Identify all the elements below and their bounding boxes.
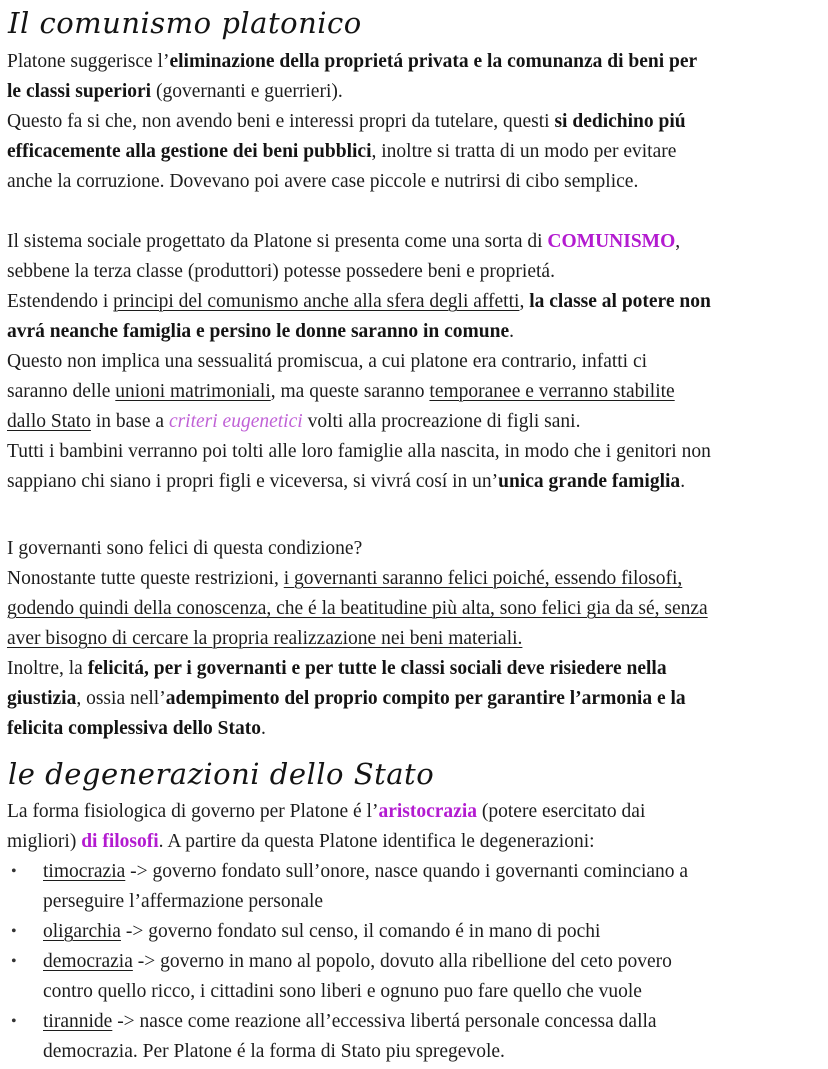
text: -> governo in mano al popolo, dovuto alla ribellione del ceto povero xyxy=(132,951,672,972)
text-line xyxy=(7,47,697,77)
list-term: democrazia xyxy=(43,951,133,972)
text: . xyxy=(261,718,266,739)
text: sappiano chi siano i propri figli e viceversa, si vivrá cosí in un’ xyxy=(7,471,499,492)
list-item-continuation: democrazia. Per Platone é la forma di Stato piu spregevole. xyxy=(43,1041,505,1062)
bold-text: efficacemente alla gestione dei beni pubblici xyxy=(7,141,372,162)
text: Nonostante tutte queste restrizioni, xyxy=(7,568,284,589)
underlined-text: unioni matrimoniali xyxy=(115,381,271,402)
highlight-text: criteri eugenetici xyxy=(168,411,303,432)
text-line: aver bisogno di cercare la propria realizzazione nei beni materiali. xyxy=(7,628,523,649)
text: , xyxy=(519,291,530,312)
text-line: godendo quindi della conoscenza, che é la beatitudine più alta, sono felici gia da sé, senza xyxy=(7,598,708,619)
bullet-icon: • xyxy=(11,923,17,940)
text-line xyxy=(7,797,645,827)
list-term: timocrazia xyxy=(43,861,126,882)
underlined-text: dallo Stato xyxy=(7,411,91,432)
text-line xyxy=(7,654,667,684)
text-line xyxy=(7,564,682,594)
text: . xyxy=(680,471,686,492)
underlined-text: principi del comunismo anche alla sfera degli affetti xyxy=(113,291,520,312)
text: saranno delle xyxy=(7,381,116,402)
text: , ossia nell’ xyxy=(76,688,166,709)
text-line xyxy=(7,377,675,407)
bullet-icon: • xyxy=(11,863,17,880)
highlight-text: COMUNISMO xyxy=(547,231,676,252)
highlight-text: aristocrazia xyxy=(378,801,478,822)
text-line: Questo non implica una sessualitá promiscua, a cui platone era contrario, infatti ci xyxy=(7,351,648,372)
bold-text: eliminazione della proprietá privata e la comunanza di beni per xyxy=(169,51,698,72)
text-line xyxy=(7,714,266,744)
list-item xyxy=(43,947,672,977)
text-line xyxy=(7,827,595,857)
list-item xyxy=(43,917,600,947)
text: Inoltre, la xyxy=(7,658,88,679)
section-title: le degenerazioni dello Stato xyxy=(8,757,435,791)
text: . xyxy=(509,321,515,342)
text: -> governo fondato sull’onore, nasce quando i governanti cominciano a xyxy=(125,861,689,882)
bold-text: felicita complessiva dello Stato xyxy=(7,718,262,739)
text: . A partire da questa Platone identifica le degenerazioni: xyxy=(158,831,595,852)
text-line xyxy=(7,287,711,317)
bold-text: avrá neanche famiglia e persino le donne saranno in comune xyxy=(7,321,510,342)
bold-text: la classe al potere non xyxy=(529,291,711,312)
text: (governanti e guerrieri). xyxy=(151,81,343,102)
text-line xyxy=(7,407,580,437)
bold-text: le classi superiori xyxy=(7,81,152,102)
bold-text: si dedichino piú xyxy=(554,111,686,132)
text-line xyxy=(7,684,686,714)
list-term: tirannide xyxy=(43,1011,113,1032)
text-line: I governanti sono felici di questa condizione? xyxy=(7,538,363,559)
text: Estendendo i xyxy=(7,291,114,312)
bullet-icon: • xyxy=(11,953,17,970)
bold-text: adempimento del proprio compito per garantire l’armonia e la xyxy=(165,688,686,709)
text-line xyxy=(7,107,686,137)
text: , xyxy=(675,231,681,252)
bold-text: unica grande famiglia xyxy=(498,471,681,492)
text: (potere esercitato dai xyxy=(477,801,646,822)
list-item xyxy=(43,857,688,887)
text: , inoltre si tratta di un modo per evitare xyxy=(371,141,677,162)
bold-text: giustizia xyxy=(7,688,77,709)
highlight-text: di filosofi xyxy=(81,831,159,852)
text: migliori) xyxy=(7,831,82,852)
text-line xyxy=(7,317,514,347)
text: -> governo fondato sul censo, il comando é in mano di pochi xyxy=(120,921,601,942)
list-term: oligarchia xyxy=(43,921,121,942)
list-item xyxy=(43,1007,657,1037)
text-line: sebbene la terza classe (produttori) potesse possedere beni e proprietá. xyxy=(7,261,555,282)
text: Questo fa si che, non avendo beni e interessi propri da tutelare, questi xyxy=(7,111,555,132)
text: -> nasce come reazione all’eccessiva libertá personale concessa dalla xyxy=(112,1011,657,1032)
text: La forma fisiologica di governo per Platone é l’ xyxy=(7,801,379,822)
text-line xyxy=(7,77,343,107)
text: Platone suggerisce l’ xyxy=(7,51,170,72)
text-line xyxy=(7,227,680,257)
underlined-text: temporanee e verranno stabilite xyxy=(429,381,675,402)
bullet-icon: • xyxy=(11,1013,17,1030)
list-item-continuation: perseguire l’affermazione personale xyxy=(43,891,324,912)
text-line xyxy=(7,137,676,167)
text: , ma queste saranno xyxy=(270,381,430,402)
text: Il sistema sociale progettato da Platone si presenta come una sorta di xyxy=(7,231,548,252)
text-line: anche la corruzione. Dovevano poi avere case piccole e nutrirsi di cibo semplice. xyxy=(7,171,639,192)
text-line: Tutti i bambini verranno poi tolti alle loro famiglie alla nascita, in modo che i genitori non xyxy=(7,441,711,462)
bold-text: felicitá, per i governanti e per tutte le classi sociali deve risiedere nella xyxy=(87,658,667,679)
underlined-text: i governanti saranno felici poiché, essendo filosofi, xyxy=(283,568,683,589)
text-line xyxy=(7,467,685,497)
list-item-continuation: contro quello ricco, i cittadini sono liberi e ognuno puo fare quello che vuole xyxy=(43,981,642,1002)
text: in base a xyxy=(90,411,169,432)
text: volti alla procreazione di figli sani. xyxy=(302,411,581,432)
section-title: Il comunismo platonico xyxy=(8,6,362,40)
